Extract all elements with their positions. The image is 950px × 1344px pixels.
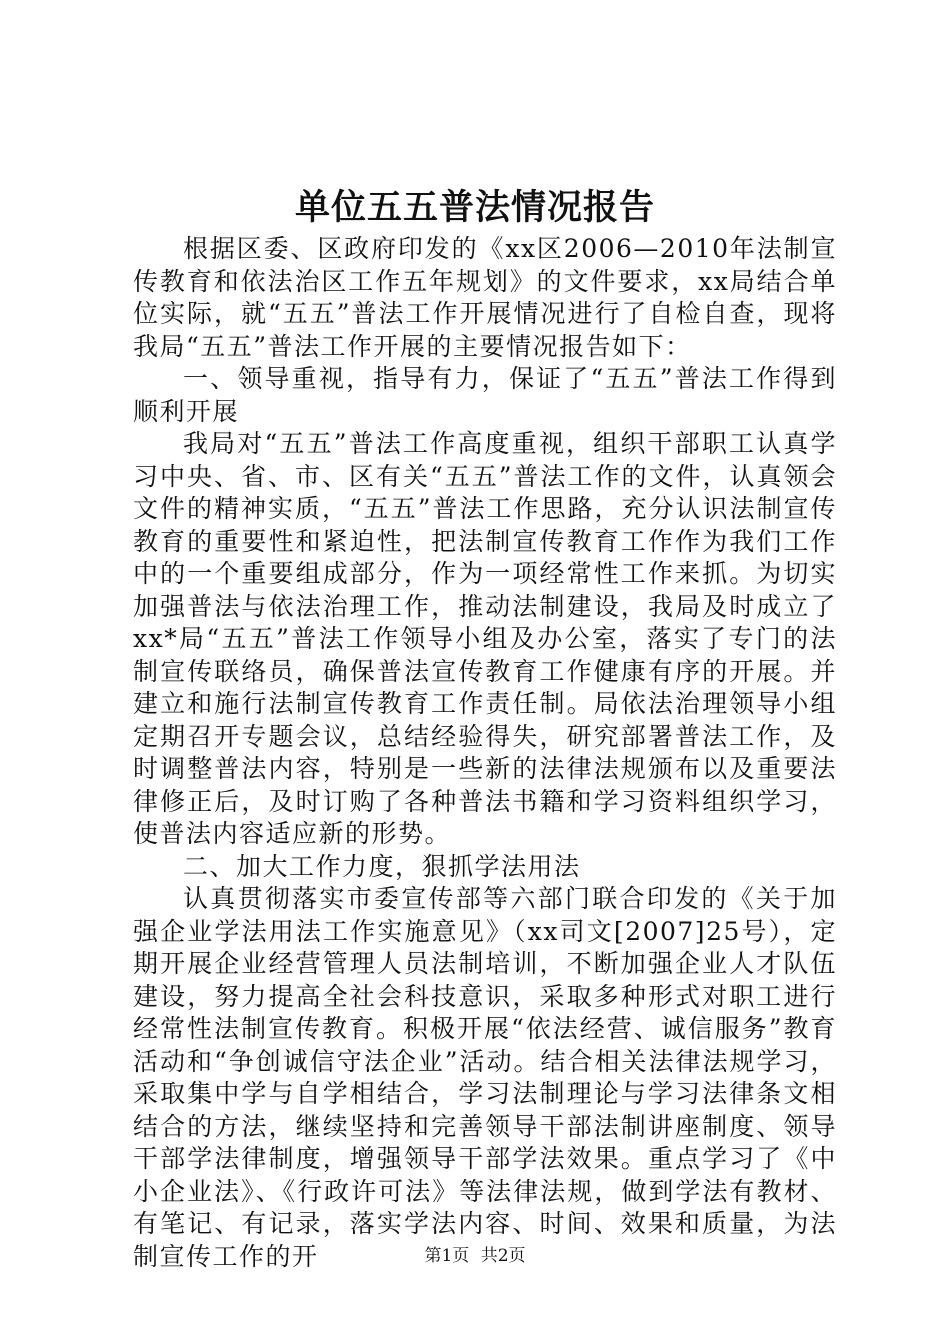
section-heading-2: 二、加大工作力度，狠抓学法用法 [183,851,581,881]
section-1-paragraph: 我局对“五五”普法工作高度重视，组织干部职工认真学习中央、省、市、区有关“五五”普法工作的文件，认真领会文件的精神实质，“五五”普法工作思路，充分认识法制宣传教育的重要性和紧迫性，把法制宣传教育工作作为我们工作中的一个重要组成部分，作为一项经常性工作来抓。为切实加强普法与依法治理工作，推动法制建设，我局及时成立了xx*局“五五”普法工作领导小组及办公室，落实了专门的法制宣传联络员，确保普法宣传教育工作健康有序的开展。并建立和施行法制宣传教育工作责任制。局依法治理领导小组定期召开专题会议，总结经验得失，研究部署普法工作，及时调整普法内容，特别是一些新的法律法规颁布以及重要法律修正后，及时订购了各种普法书籍和学习资料组织学习，使普法内容适应新的形势。 [133,429,837,848]
page-total: 共2页 [480,1246,526,1266]
page-footer [0,1244,950,1268]
document-title: 单位五五普法情况报告 [294,187,655,228]
intro-paragraph: 根据区委、区政府印发的《xx区2006—2010年法制宣传教育和依法治区工作五年规划》的文件要求，xx局结合单位实际，就“五五”普法工作开展情况进行了自检自查，现将我局“五五”普法工作开展的主要情况报告如下： [133,234,837,361]
section-heading-1: 一、领导重视，指导有力，保证了“五五”普法工作得到顺利开展 [133,364,837,426]
page-number: 第1页 [424,1246,470,1266]
section-2-paragraph: 认真贯彻落实市委宣传部等六部门联合印发的《关于加强企业学法用法工作实施意见》（xx司文[2007]25号），定期开展企业经营管理人员法制培训，不断加强企业人才队伍建设，努力提高全社会科技意识，采取多种形式对职工进行经常性法制宣传教育。积极开展“依法经营、诚信服务”教育活动和“争创诚信守法企业”活动。结合相关法律法规学习，采取集中学与自学相结合，学习法制理论与学习法律条文相结合的方法，继续坚持和完善领导干部法制讲座制度、领导干部学法律制度，增强领导干部学法效果。重点学习了《中小企业法》、《行政许可法》等法律法规，做到学法有教材、有笔记、有记录，落实学法内容、时间、效果和质量，为法制宣传工作的开 [133,884,837,1271]
document-body [133,233,837,1273]
